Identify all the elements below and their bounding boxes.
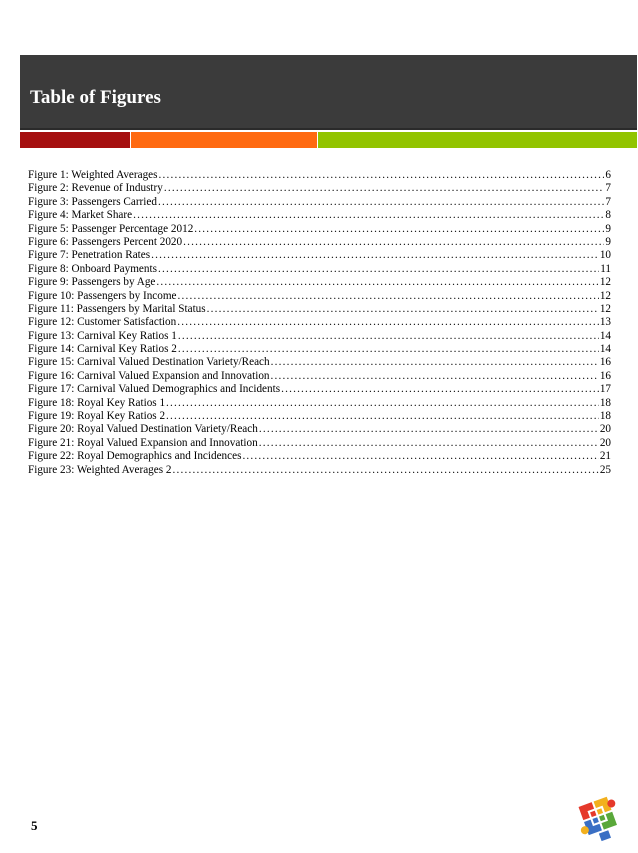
toc-entry[interactable] xyxy=(28,249,611,262)
toc-entry-label: Figure 11: Passengers by Marital Status xyxy=(28,302,206,315)
toc-entry-label: Figure 12: Customer Satisfaction xyxy=(28,316,177,329)
toc-entry[interactable] xyxy=(28,303,611,316)
toc-leader-dots xyxy=(177,316,599,329)
toc-entry[interactable] xyxy=(28,223,611,236)
toc-leader-dots xyxy=(271,356,599,369)
toc-entry-label: Figure 22: Royal Demographics and Incidences xyxy=(28,450,242,463)
toc-leader-dots xyxy=(156,276,598,289)
table-of-figures-list xyxy=(28,169,611,477)
toc-entry-label: Figure 2: Revenue of Industry xyxy=(28,182,163,195)
toc-entry-label: Figure 9: Passengers by Age xyxy=(28,276,156,289)
toc-entry-label: Figure 20: Royal Valued Destination Variety/Reach xyxy=(28,423,258,436)
toc-entry-label: Figure 23: Weighted Averages 2 xyxy=(28,463,172,476)
toc-entry-page: 7 xyxy=(605,195,611,208)
toc-entry-page: 12 xyxy=(599,289,611,302)
strip-segment-green xyxy=(318,132,637,148)
toc-entry[interactable] xyxy=(28,290,611,303)
toc-leader-dots xyxy=(166,397,599,410)
toc-entry-label: Figure 14: Carnival Key Ratios 2 xyxy=(28,343,177,356)
toc-entry-label: Figure 1: Weighted Averages xyxy=(28,169,158,181)
toc-leader-dots xyxy=(194,223,604,236)
toc-entry-page: 14 xyxy=(599,343,611,356)
toc-entry-page: 6 xyxy=(605,169,611,181)
header-banner xyxy=(20,55,637,130)
toc-entry[interactable] xyxy=(28,356,611,369)
toc-entry-page: 16 xyxy=(599,356,611,369)
toc-leader-dots xyxy=(158,196,604,209)
toc-entry-page: 13 xyxy=(599,316,611,329)
toc-leader-dots xyxy=(158,263,599,276)
strip-segment-red xyxy=(20,132,130,148)
toc-entry-page: 12 xyxy=(599,276,611,289)
toc-leader-dots xyxy=(207,303,599,316)
toc-entry[interactable] xyxy=(28,316,611,329)
toc-entry[interactable] xyxy=(28,343,611,356)
toc-leader-dots xyxy=(259,437,599,450)
toc-entry-page: 20 xyxy=(599,436,611,449)
toc-entry-label: Figure 15: Carnival Valued Destination Variety/Reach xyxy=(28,356,270,369)
toc-entry-page: 18 xyxy=(599,410,611,423)
toc-leader-dots xyxy=(172,464,598,477)
toc-leader-dots xyxy=(158,169,604,182)
toc-leader-dots xyxy=(242,450,598,463)
toc-entry-label: Figure 6: Passengers Percent 2020 xyxy=(28,235,183,248)
toc-entry-label: Figure 21: Royal Valued Expansion and Innovation xyxy=(28,436,258,449)
toc-entry-page: 14 xyxy=(599,329,611,342)
toc-entry-label: Figure 7: Penetration Rates xyxy=(28,249,151,262)
toc-entry[interactable] xyxy=(28,450,611,463)
toc-entry-page: 9 xyxy=(605,235,611,248)
toc-leader-dots xyxy=(178,290,599,303)
toc-entry[interactable] xyxy=(28,383,611,396)
toc-leader-dots xyxy=(151,249,599,262)
toc-entry[interactable] xyxy=(28,276,611,289)
toc-entry-page: 16 xyxy=(599,369,611,382)
toc-entry-page: 17 xyxy=(599,383,611,396)
toc-entry-label: Figure 13: Carnival Key Ratios 1 xyxy=(28,329,177,342)
toc-entry[interactable] xyxy=(28,370,611,383)
toc-entry[interactable] xyxy=(28,182,611,195)
toc-entry-label: Figure 5: Passenger Percentage 2012 xyxy=(28,222,194,235)
toc-leader-dots xyxy=(259,423,599,436)
toc-entry-label: Figure 10: Passengers by Income xyxy=(28,289,177,302)
toc-entry[interactable] xyxy=(28,423,611,436)
toc-leader-dots xyxy=(281,383,599,396)
toc-leader-dots xyxy=(178,330,599,343)
toc-leader-dots xyxy=(164,182,605,195)
toc-entry[interactable] xyxy=(28,236,611,249)
toc-entry-page: 9 xyxy=(605,222,611,235)
toc-entry-page: 21 xyxy=(599,450,611,463)
toc-leader-dots xyxy=(166,410,599,423)
toc-entry-label: Figure 3: Passengers Carried xyxy=(28,195,157,208)
toc-entry-page: 18 xyxy=(599,396,611,409)
toc-entry-page: 11 xyxy=(600,262,611,275)
toc-entry[interactable] xyxy=(28,196,611,209)
page-title: Table of Figures xyxy=(30,87,161,108)
toc-entry-page: 25 xyxy=(599,463,611,476)
toc-entry[interactable] xyxy=(28,410,611,423)
strip-segment-orange xyxy=(131,132,317,148)
toc-entry-page: 7 xyxy=(605,182,611,195)
toc-entry-page: 20 xyxy=(599,423,611,436)
toc-entry-label: Figure 18: Royal Key Ratios 1 xyxy=(28,396,166,409)
toc-leader-dots xyxy=(183,236,604,249)
page-number: 5 xyxy=(31,818,38,833)
toc-entry-label: Figure 17: Carnival Valued Demographics and Incidents xyxy=(28,383,281,396)
toc-entry[interactable] xyxy=(28,263,611,276)
toc-entry[interactable] xyxy=(28,464,611,477)
toc-leader-dots xyxy=(178,343,599,356)
color-strip xyxy=(20,132,637,148)
toc-entry-page: 10 xyxy=(599,249,611,262)
toc-leader-dots xyxy=(133,209,604,222)
toc-entry[interactable] xyxy=(28,209,611,222)
toc-entry-page: 12 xyxy=(599,302,611,315)
toc-leader-dots xyxy=(271,370,599,383)
colorful-puzzle-logo-icon xyxy=(572,790,630,848)
toc-entry[interactable] xyxy=(28,169,611,182)
toc-entry-label: Figure 8: Onboard Payments xyxy=(28,262,157,275)
toc-entry-page: 8 xyxy=(605,209,611,222)
toc-entry[interactable] xyxy=(28,437,611,450)
toc-entry[interactable] xyxy=(28,397,611,410)
toc-entry-label: Figure 4: Market Share xyxy=(28,209,133,222)
toc-entry[interactable] xyxy=(28,330,611,343)
toc-entry-label: Figure 19: Royal Key Ratios 2 xyxy=(28,410,166,423)
toc-entry-label: Figure 16: Carnival Valued Expansion and Innovation xyxy=(28,369,270,382)
